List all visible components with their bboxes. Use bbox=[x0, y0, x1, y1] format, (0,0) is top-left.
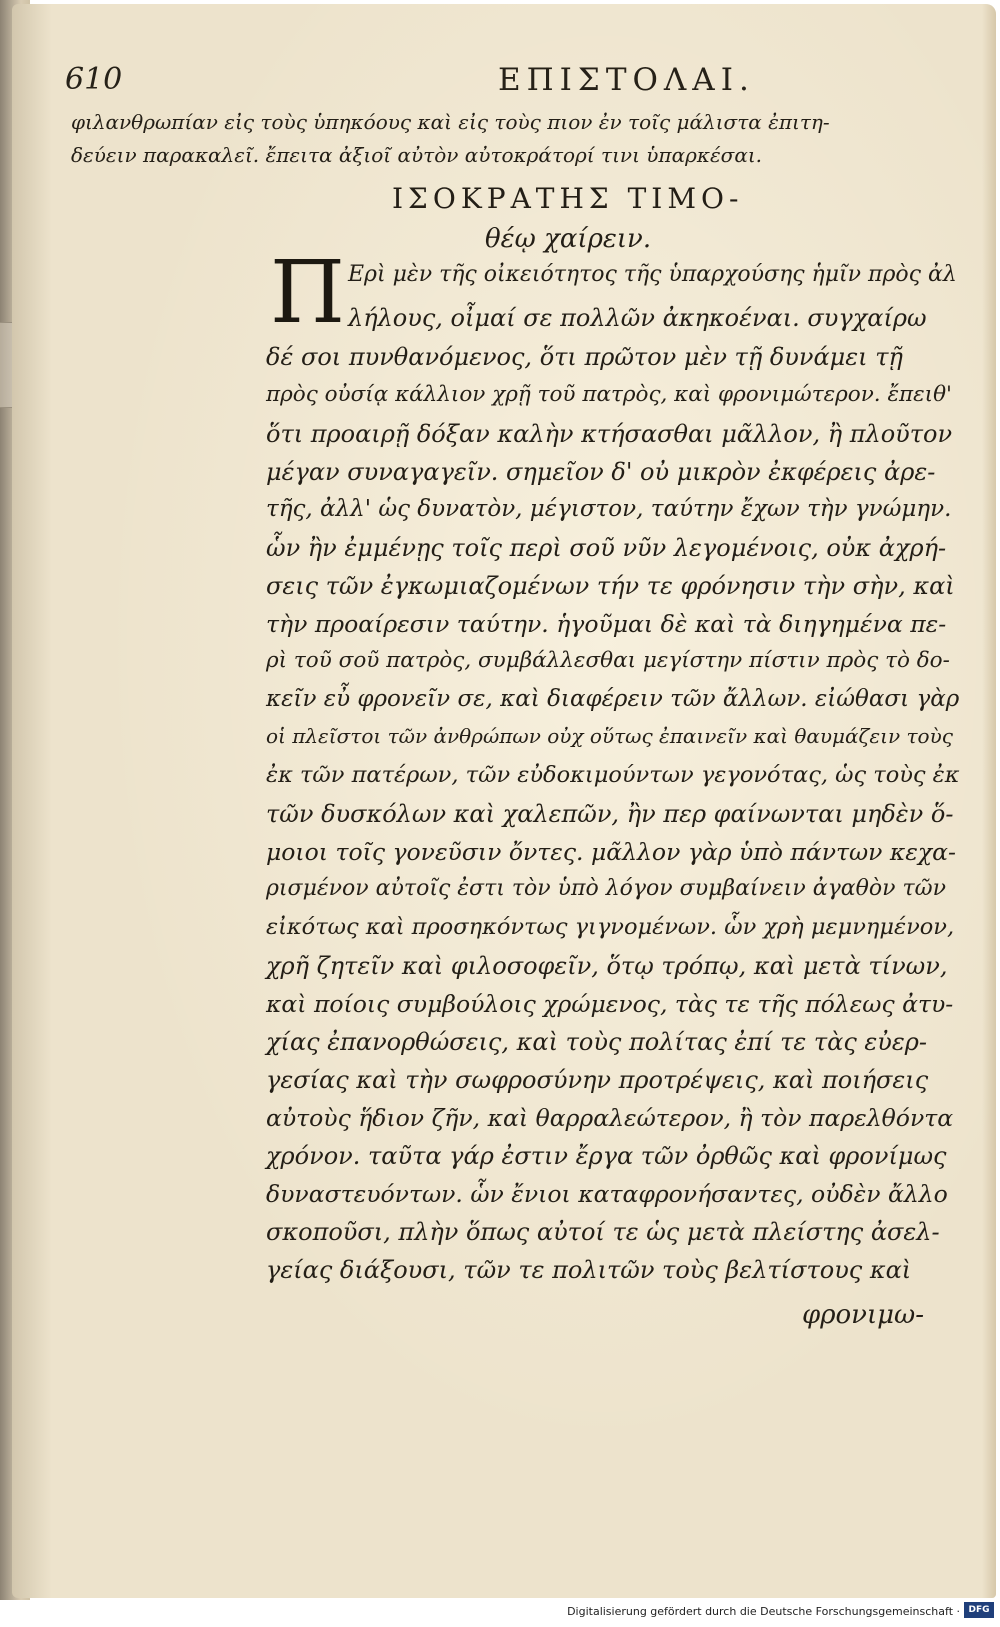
body-line: τῆς, ἀλλ' ὡς δυνατὸν, μέγιστον, ταύτην ἔχων τὴν γνώμην. bbox=[266, 496, 952, 522]
body-line: δυναστευόντων. ὧν ἔνιοι καταφρονήσαντες, οὐδὲν ἄλλο bbox=[266, 1180, 948, 1208]
body-line: χρόνον. ταῦτα γάρ ἐστιν ἔργα τῶν ὀρθῶς καὶ φρονίμως bbox=[266, 1142, 947, 1170]
body-line: χρῆ ζητεῖν καὶ φιλοσοφεῖν, ὅτῳ τρόπῳ, καὶ μετὰ τίνων, bbox=[266, 952, 948, 980]
body-line: εἰκότως καὶ προσηκόντως γιγνομένων. ὧν χρὴ μεμνημένον, bbox=[266, 914, 955, 940]
running-head bbox=[65, 62, 895, 106]
body-line: ὧν ἢν ἐμμένῃς τοῖς περὶ σοῦ νῦν λεγομένοις, οὐκ ἀχρή- bbox=[266, 534, 947, 562]
previous-letter-line: φιλανθρωπίαν εἰς τοὺς ὑπηκόους καὶ εἰς τοὺς πιον ἐν τοῖς μάλιστα ἐπιτη- bbox=[71, 110, 830, 134]
drop-initial: Π bbox=[270, 243, 345, 343]
body-line: χίας ἐπανορθώσεις, καὶ τοὺς πολίτας ἐπί τε τὰς εὐερ- bbox=[266, 1028, 927, 1056]
body-line: γείας διάξουσι, τῶν τε πολιτῶν τοὺς βελτίστους καὶ bbox=[266, 1256, 912, 1284]
body-line: οἱ πλεῖστοι τῶν ἀνθρώπων οὐχ οὕτως ἐπαινεῖν καὶ θαυμάζειν τοὺς bbox=[266, 724, 953, 748]
body-line: ὅτι προαιρῇ δόξαν καλὴν κτήσασθαι μᾶλλον, ἢ πλοῦτον bbox=[266, 420, 953, 448]
body-line: δέ σοι πυνθανόμενος, ὅτι πρῶτον μὲν τῇ δυνάμει τῇ bbox=[266, 343, 903, 371]
body-line: μοιοι τοῖς γονεῦσιν ὄντες. μᾶλλον γὰρ ὑπὸ πάντων κεχα- bbox=[266, 838, 956, 866]
dfg-logo: DFG bbox=[964, 1602, 994, 1618]
previous-letter-line: δεύειν παρακαλεῖ. ἔπειτα ἀξιοῖ αὐτὸν αὐτοκράτορί τινι ὑπαρκέσαι. bbox=[71, 143, 763, 167]
body-line: ρὶ τοῦ σοῦ πατρὸς, συμβάλλεσθαι μεγίστην πίστιν πρὸς τὸ δο- bbox=[266, 648, 950, 673]
body-line: αὐτοὺς ἥδιον ζῆν, καὶ θαρραλεώτερον, ἢ τὸν παρελθόντα bbox=[266, 1104, 954, 1132]
body-line: σκοποῦσι, πλὴν ὅπως αὐτοί τε ὡς μετὰ πλείστης ἀσελ- bbox=[266, 1218, 940, 1246]
funding-notice: Digitalisierung gefördert durch die Deutsche Forschungsgemeinschaft · bbox=[567, 1605, 960, 1618]
body-line: ἐκ τῶν πατέρων, τῶν εὐδοκιμούντων γεγονότας, ὡς τοὺς ἐκ bbox=[266, 762, 960, 788]
body-line: τὴν προαίρεσιν ταύτην. ἡγοῦμαι δὲ καὶ τὰ διηγημένα πε- bbox=[266, 610, 947, 638]
running-title: ΕΠΙΣΤΟΛΑΙ. bbox=[498, 62, 755, 98]
body-line: γεσίας καὶ τὴν σωφροσύνην προτρέψεις, καὶ ποιήσεις bbox=[266, 1066, 929, 1094]
page-edge bbox=[982, 4, 996, 1598]
body-line: πρὸς οὐσίᾳ κάλλιον χρῇ τοῦ πατρὸς, καὶ φρονιμώτερον. ἔπειθ' bbox=[266, 382, 952, 407]
body-line: τῶν δυσκόλων καὶ χαλεπῶν, ἢν περ φαίνωνται μηδὲν ὅ- bbox=[266, 800, 954, 828]
body-line: Ερὶ μὲν τῆς οἰκειότητος τῆς ὑπαρχούσης ἡμῖν πρὸς ἀλ bbox=[348, 262, 957, 287]
page-number: 610 bbox=[65, 62, 123, 97]
letter-salutation: θέῳ χαίρειν. bbox=[485, 224, 652, 254]
body-line: μέγαν συναγαγεῖν. σημεῖον δ' οὐ μικρὸν ἐκφέρεις ἀρε- bbox=[266, 458, 936, 486]
body-line: λήλους, οἶμαί σε πολλῶν ἀκηκοέναι. συγχαίρω bbox=[348, 304, 927, 332]
body-line: καὶ ποίοις συμβούλοις χρώμενος, τὰς τε τῆς πόλεως ἀτυ- bbox=[266, 990, 954, 1018]
body-line: κεῖν εὖ φρονεῖν σε, καὶ διαφέρειν τῶν ἄλλων. εἰώθασι γὰρ bbox=[266, 686, 960, 712]
body-line: ρισμένον αὐτοῖς ἐστι τὸν ὑπὸ λόγον συμβαίνειν ἀγαθὸν τῶν bbox=[266, 876, 946, 901]
body-line: σεις τῶν ἐγκωμιαζομένων τήν τε φρόνησιν τὴν σὴν, καὶ bbox=[266, 572, 955, 600]
letter-heading: ΙΣΟΚΡΑΤΗΣ ΤΙΜΟ- bbox=[392, 182, 744, 215]
catchword: φρονιμω- bbox=[802, 1300, 925, 1330]
